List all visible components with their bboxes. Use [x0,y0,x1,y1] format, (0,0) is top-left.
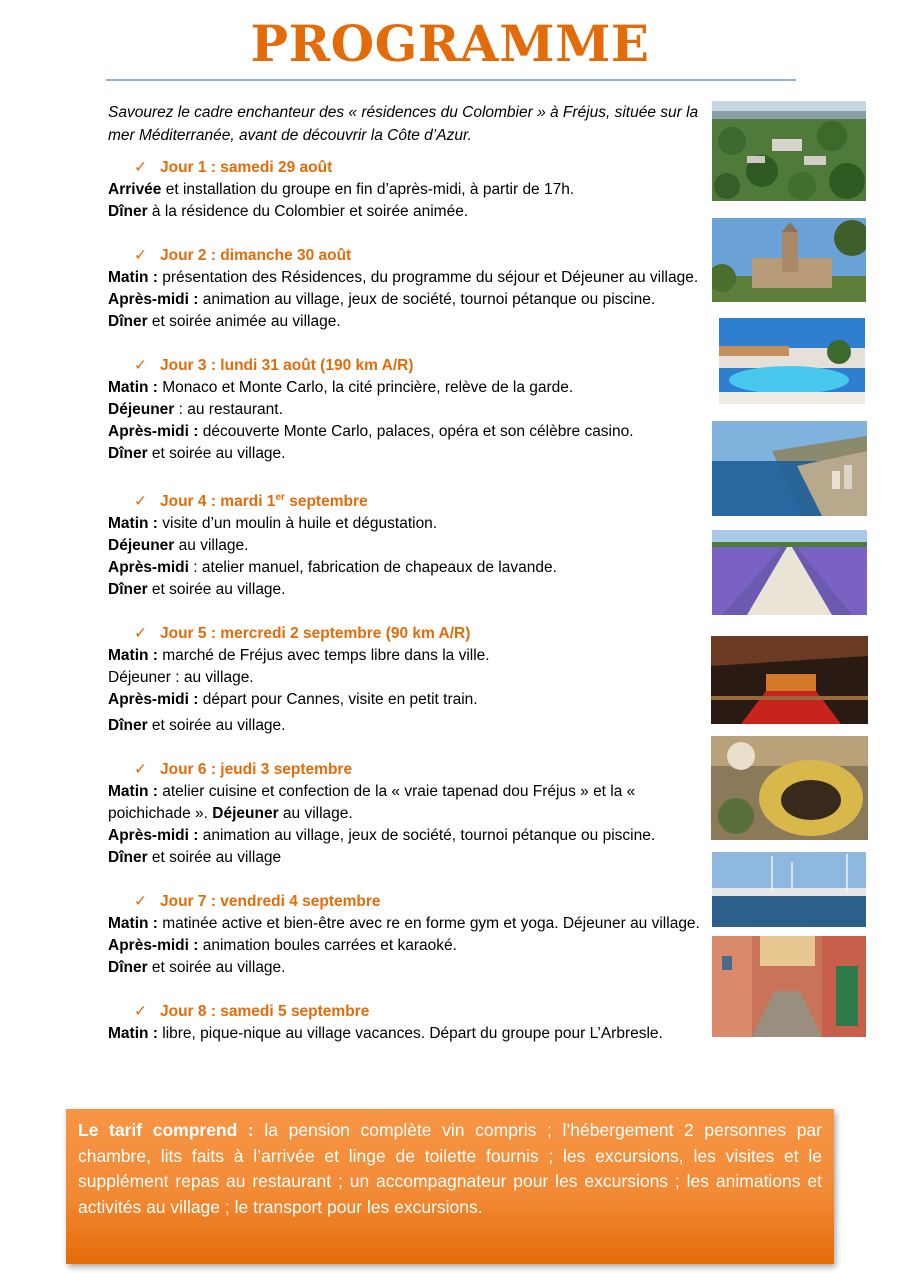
day-header [108,157,704,179]
line-label: Matin : [108,515,158,532]
line-text: et soirée au village. [147,445,286,462]
line-label: Matin : [108,783,158,800]
line-text: Déjeuner : au village. [108,669,254,686]
line-text: départ pour Cannes, visite en petit train. [198,691,478,708]
day-section [108,891,704,979]
line-text: présentation des Résidences, du programme du séjour et Déjeuner au village. [157,269,699,286]
line-label: Matin : [108,647,158,664]
line-label: Après-midi [108,559,189,576]
monaco-coast-photo [712,421,867,516]
day-title: Jour 6 : jeudi 3 septembre [160,761,353,778]
day-title-rest: septembre [284,493,368,510]
line-text: matinée active et bien-être avec re en forme gym et yoga. Déjeuner au village. [157,915,700,932]
day-line [108,579,704,601]
day-title: Jour 3 : lundi 31 août (190 km A/R) [160,357,414,374]
line-text: et installation du groupe en fin d’après-midi, à partir de 17h. [161,181,575,198]
tarif-label: Le tarif comprend : [78,1120,254,1140]
day-section [108,1001,704,1045]
title-divider [106,79,796,81]
line-text: marché de Fréjus avec temps libre dans la ville. [157,647,490,664]
day-section [108,759,704,869]
check-icon: ✓ [134,761,147,778]
line-text-secondary: au village. [278,805,353,822]
day-section [108,157,704,223]
line-label: Dîner [108,445,148,462]
day-title-main: Jour 4 : mardi 1 [160,493,276,510]
line-label: Matin : [108,1025,158,1042]
line-label: Déjeuner [108,537,175,554]
line-label: Dîner [108,313,148,330]
day-line [108,1023,704,1045]
line-text: : au restaurant. [174,401,283,418]
day-line [108,645,704,667]
line-label: Matin : [108,915,158,932]
day-title: Jour 1 : samedi 29 août [160,159,333,176]
day-header [108,623,704,645]
check-icon: ✓ [134,893,147,910]
day-section [108,487,704,601]
tapenade-photo [711,736,868,840]
day-section [108,245,704,333]
line-label: Après-midi : [108,827,199,844]
day-line [108,715,704,737]
tarif-text: la pension complète vin compris ; l’hébergement 2 personnes par chambre, lits faits à l’arrivée et linge de toilette fournis ; les excursions, les visites et le supplément repas au restaurant ; un accompagnateur pour les excursions ; les animations et activités au village ; le transport pour les excursions. [78,1120,822,1217]
check-icon: ✓ [134,159,147,176]
line-text: et soirée au village [147,849,282,866]
line-label: Après-midi : [108,937,199,954]
line-text: découverte Monte Carlo, palaces, opéra et son célèbre casino. [198,423,634,440]
day-header [108,759,704,781]
line-label: Dîner [108,959,148,976]
day-header [108,355,704,377]
page-title: PROGRAMME [250,14,650,73]
day-line [108,311,704,333]
day-line [108,421,704,443]
day-line [108,935,704,957]
day-line [108,513,704,535]
line-label: Arrivée [108,181,162,198]
line-text: à la résidence du Colombier et soirée animée. [147,203,469,220]
residence-aerial-photo [712,101,866,201]
line-label-secondary: Déjeuner [212,805,279,822]
day-title: Jour 5 : mercredi 2 septembre (90 km A/R) [160,625,471,642]
day-line [108,443,704,465]
check-icon: ✓ [134,1003,147,1020]
day-title-superscript: er [275,492,285,503]
line-text: animation au village, jeux de société, tournoi pétanque ou piscine. [198,827,656,844]
day-line [108,847,704,869]
line-text: libre, pique-nique au village vacances. Départ du groupe pour L’Arbresle. [157,1025,663,1042]
day-line [108,957,704,979]
line-text: Monaco et Monte Carlo, la cité princière, relève de la garde. [157,379,574,396]
line-label: Dîner [108,581,148,598]
line-label: Après-midi : [108,291,199,308]
line-text: : atelier manuel, fabrication de chapeaux de lavande. [188,559,557,576]
line-label: Matin : [108,269,158,286]
line-text: animation boules carrées et karaoké. [198,937,457,954]
day-section [108,623,704,737]
line-label: Dîner [108,717,148,734]
programme-days [108,157,704,1045]
harbour-photo [712,852,866,927]
day-line [108,399,704,421]
lavender-field-photo [712,530,867,615]
line-text: animation au village, jeux de société, tournoi pétanque ou piscine. [198,291,656,308]
line-label: Matin : [108,379,158,396]
intro-text: Savourez le cadre enchanteur des « résidences du Colombier » à Fréjus, située sur la mer Méditerranée, avant de découvrir la Côte d’Azur. [108,104,699,144]
day-header [108,245,704,267]
line-text: et soirée au village. [147,959,286,976]
line-label: Dîner [108,203,148,220]
line-label: Après-midi : [108,691,199,708]
check-icon: ✓ [134,357,147,374]
line-text: et soirée au village. [147,581,286,598]
day-line [108,267,704,289]
day-line [108,667,704,689]
check-icon: ✓ [134,625,147,642]
line-label: Dîner [108,849,148,866]
day-header [108,487,704,513]
line-label: Déjeuner [108,401,175,418]
line-text: et soirée au village. [147,717,286,734]
line-text: et soirée animée au village. [147,313,341,330]
check-icon: ✓ [134,493,147,510]
check-icon: ✓ [134,247,147,264]
day-line [108,913,704,935]
day-line [108,825,704,847]
day-line [108,689,704,711]
day-line [108,535,704,557]
day-line [108,781,704,825]
day-line [108,289,704,311]
tarif-box [66,1109,834,1264]
day-title: Jour 7 : vendredi 4 septembre [160,893,381,910]
day-header [108,891,704,913]
line-label: Après-midi : [108,423,199,440]
line-text: au village. [174,537,249,554]
village-church-photo [712,218,866,302]
street-photo [712,936,866,1037]
day-line [108,179,704,201]
cannes-palais-photo [711,636,868,724]
day-line [108,557,704,579]
day-line [108,377,704,399]
day-title: Jour 8 : samedi 5 septembre [160,1003,370,1020]
swimming-pool-photo [719,318,865,404]
day-header [108,1001,704,1023]
line-text: visite d’un moulin à huile et dégustation. [157,515,438,532]
day-title: Jour 2 : dimanche 30 août [160,247,352,264]
day-line [108,201,704,223]
day-section [108,355,704,465]
line-text: atelier cuisine et confection de la « vraie tapenad dou Fréjus » et la « poichichade ». [108,783,636,822]
